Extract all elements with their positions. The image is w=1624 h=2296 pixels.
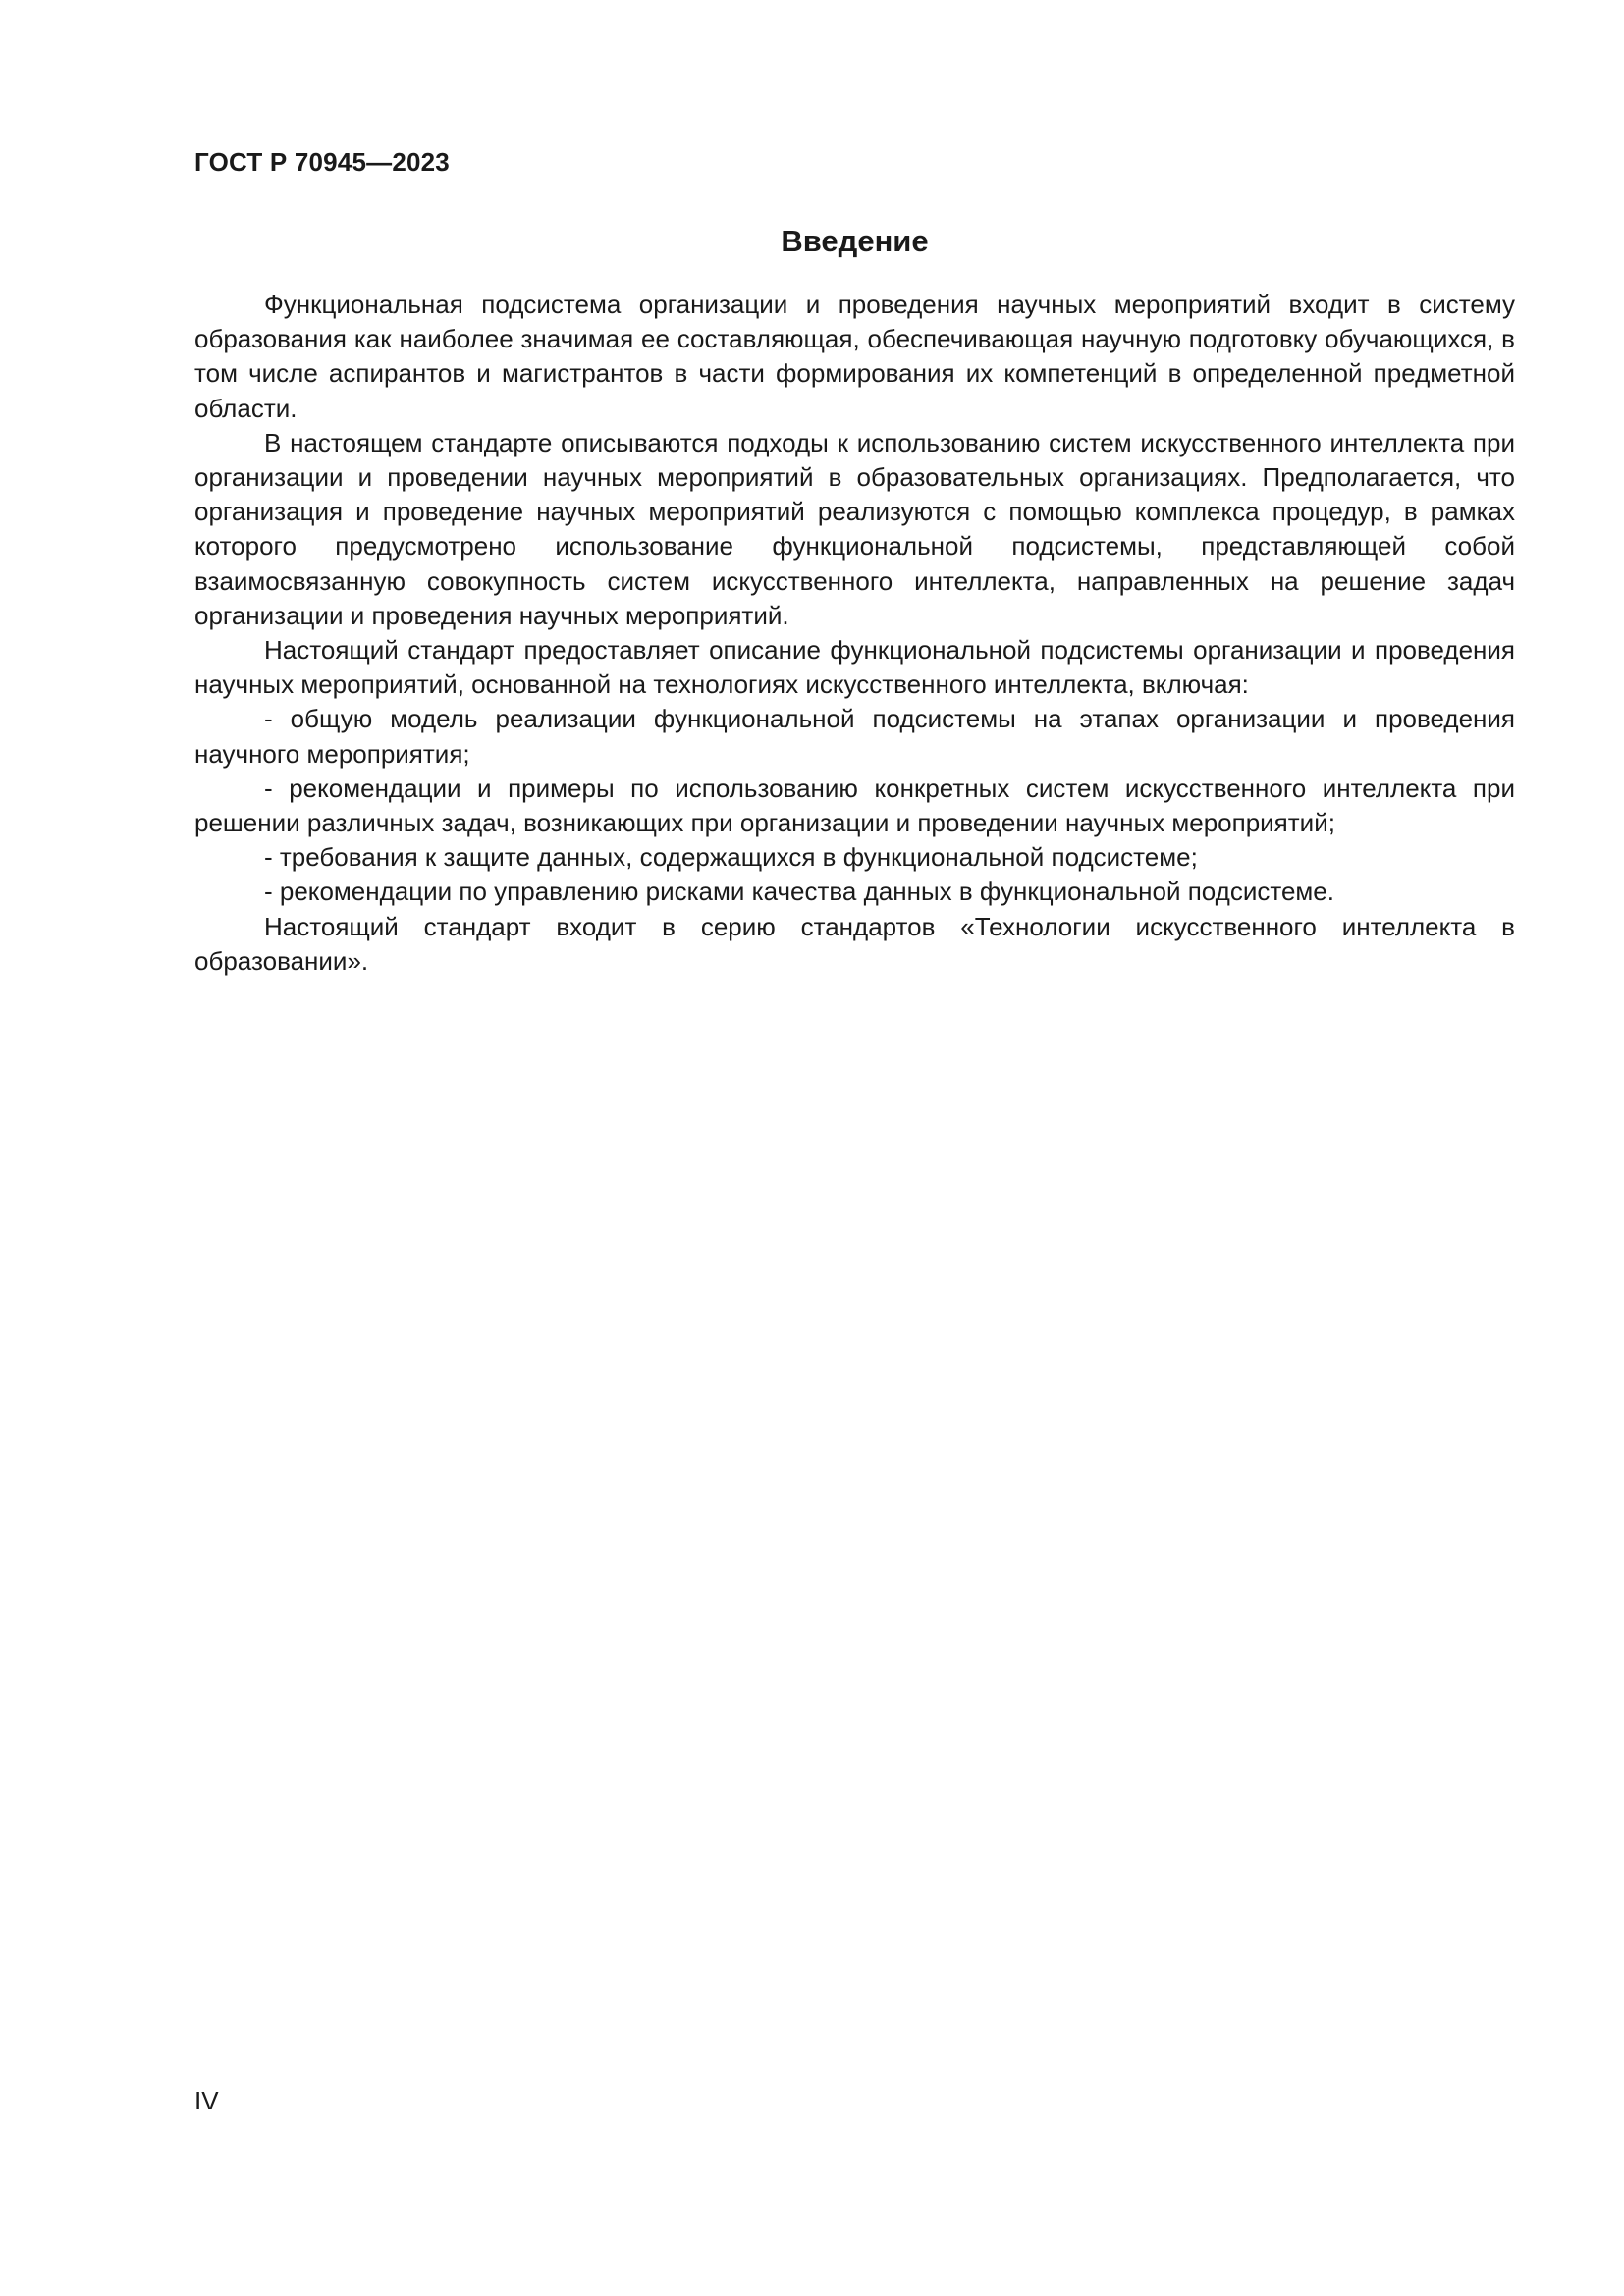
paragraph: Настоящий стандарт предоставляет описание функциональной подсистемы организации и проведения научных мероприятий, основанной на технологиях искусственного интеллекта, включая: [194, 635, 1515, 700]
list-item: - требования к защите данных, содержащихся в функциональной подсистеме; [264, 842, 1198, 873]
paragraph: Настоящий стандарт входит в серию стандартов «Технологии искусственного интеллекта в образовании». [194, 911, 1515, 976]
list-item: - рекомендации и примеры по использованию конкретных систем искусственного интеллекта при решении различных задач, возникающих при организации и проведении научных мероприятий; [194, 773, 1515, 838]
introduction-body [194, 288, 1515, 979]
paragraph: В настоящем стандарте описываются подходы к использованию систем искусственного интеллекта при организации и проведении научных мероприятий в образовательных организациях. Предполагается, что организация и проведение научных мероприятий реализуются с помощью комплекса процедур, в рамках которого предусмотрено использование функциональной подсистемы, представляющей собой взаимосвязанную совокупность систем искусственного интеллекта, направленных на решение задач организации и проведения научных мероприятий. [194, 427, 1515, 630]
section-title: Введение [781, 224, 929, 258]
document-code: ГОСТ Р 70945—2023 [194, 147, 450, 177]
page-number: IV [194, 2086, 219, 2115]
paragraph: Функциональная подсистема организации и проведения научных мероприятий входит в систему образования как наиболее значимая ее составляющая, обеспечивающая научную подготовку обучающихся, в том числе аспирантов и магистрантов в части формирования их компетенций в определенной предметной области. [194, 290, 1515, 423]
list-item: - общую модель реализации функциональной подсистемы на этапах организации и проведения научного мероприятия; [194, 704, 1515, 769]
list-item: - рекомендации по управлению рисками качества данных в функциональной подсистеме. [264, 877, 1334, 907]
